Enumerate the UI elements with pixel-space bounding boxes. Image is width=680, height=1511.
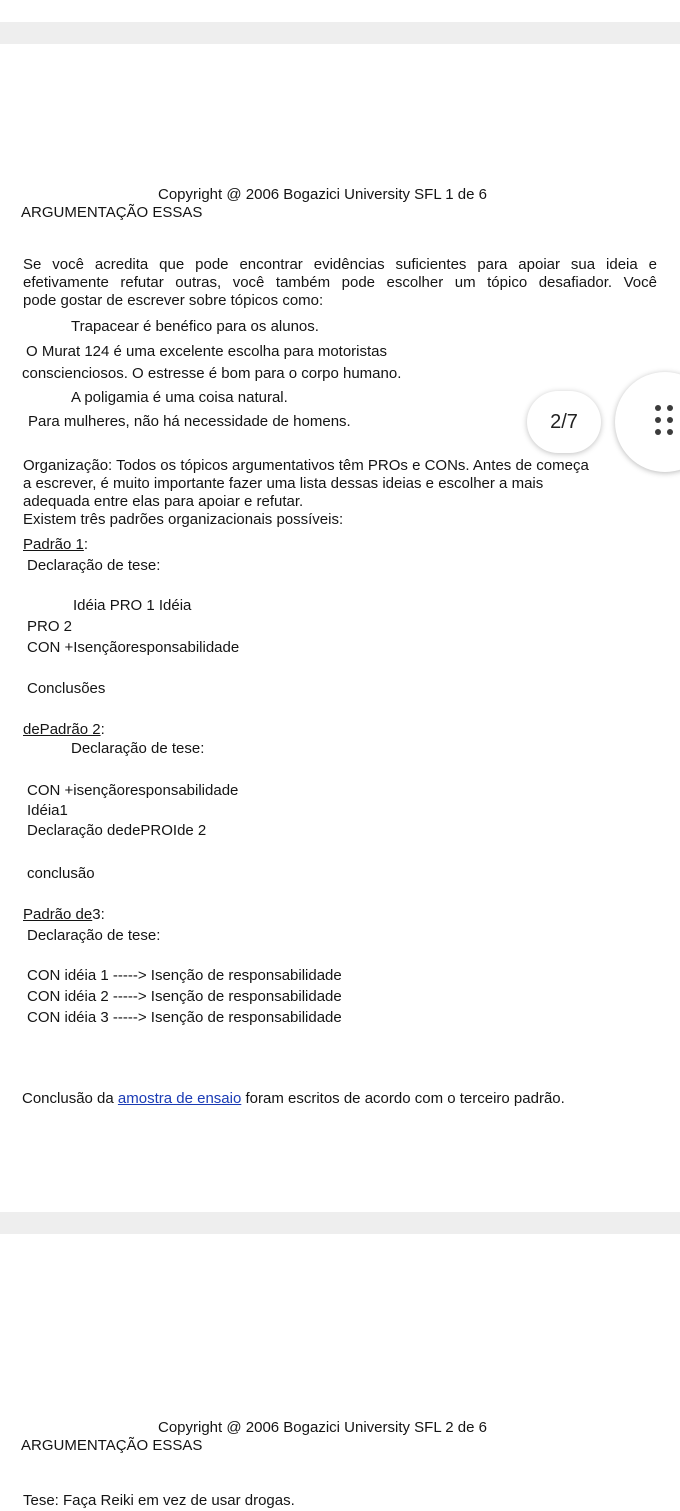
topic-3: conscienciosos. O estresse é bom para o corpo humano. [22, 365, 402, 382]
pattern-1-conclusion: Conclusões [27, 680, 106, 697]
sample-essay-link[interactable]: amostra de ensaio [117, 1090, 242, 1107]
organization-line-3: adequada entre elas para apoiar e refutar. [23, 493, 304, 510]
topic-5: Para mulheres, não há necessidade de homens. [28, 413, 351, 430]
pattern-1-line-1: Idéia PRO 1 Idéia [73, 597, 192, 614]
pattern-3-thesis: Declaração de tese: [27, 927, 161, 944]
pattern-2-line-2: Idéia1 [27, 802, 68, 819]
pattern-2-line-3: Declaração dedePROIde 2 [27, 822, 207, 839]
drag-dots-icon [655, 405, 675, 435]
pattern-3-heading: Padrão de3: [23, 906, 105, 923]
page-2-thesis: Tese: Faça Reiki em vez de usar drogas. [23, 1492, 295, 1509]
page-counter: 2/7 [527, 391, 601, 453]
pattern-1-heading: Padrão 1: [23, 536, 89, 553]
topic-4: A poligamia é uma coisa natural. [71, 389, 288, 406]
organization-line-2: a escrever, é muito importante fazer uma lista dessas ideias e escolher a mais [23, 475, 544, 492]
pattern-3-line-2: CON idéia 2 -----> Isenção de responsabilidade [27, 988, 342, 1005]
intro-line-3: pode gostar de escrever sobre tópicos como: [23, 292, 324, 309]
organization-line-1: Organização: Todos os tópicos argumentativos têm PROs e CONs. Antes de começa [23, 457, 589, 474]
pattern-1-thesis: Declaração de tese: [27, 557, 161, 574]
pattern-3-line-1: CON idéia 1 -----> Isenção de responsabilidade [27, 967, 342, 984]
page-title: ARGUMENTAÇÃO ESSAS [21, 204, 203, 221]
pattern-1-line-3: CON +Isençãoresponsabilidade [27, 639, 240, 656]
document-page-1 [0, 44, 680, 1212]
page-2-title: ARGUMENTAÇÃO ESSAS [21, 1437, 203, 1454]
organization-line-4: Existem três padrões organizacionais possíveis: [23, 511, 344, 528]
pattern-1-line-2: PRO 2 [27, 618, 73, 635]
topic-1: Trapacear é benéfico para os alunos. [71, 318, 319, 335]
closing-sentence: Conclusão da amostra de ensaio foram escritos de acordo com o terceiro padrão. [22, 1090, 565, 1107]
topic-2: O Murat 124 é uma excelente escolha para motoristas [26, 343, 388, 360]
pattern-3-line-3: CON idéia 3 -----> Isenção de responsabilidade [27, 1009, 342, 1026]
previous-page-bottom [0, 0, 680, 22]
pattern-2-conclusion: conclusão [27, 865, 95, 882]
document-page-2 [0, 1234, 680, 1511]
intro-line-2: efetivamente refutar outras, você também pode escolher um tópico desafiador. Você [23, 274, 657, 291]
header-copyright-page-2: Copyright @ 2006 Bogazici University SFL 2 de 6 [158, 1419, 487, 1436]
pattern-2-line-1: CON +isençãoresponsabilidade [27, 782, 239, 799]
pattern-2-thesis: Declaração de tese: [71, 740, 205, 757]
pattern-2-heading: dePadrão 2: [23, 721, 105, 738]
intro-line-1: Se você acredita que pode encontrar evidências suficientes para apoiar sua ideia e [23, 256, 657, 273]
header-copyright: Copyright @ 2006 Bogazici University SFL 1 de 6 [158, 186, 487, 203]
